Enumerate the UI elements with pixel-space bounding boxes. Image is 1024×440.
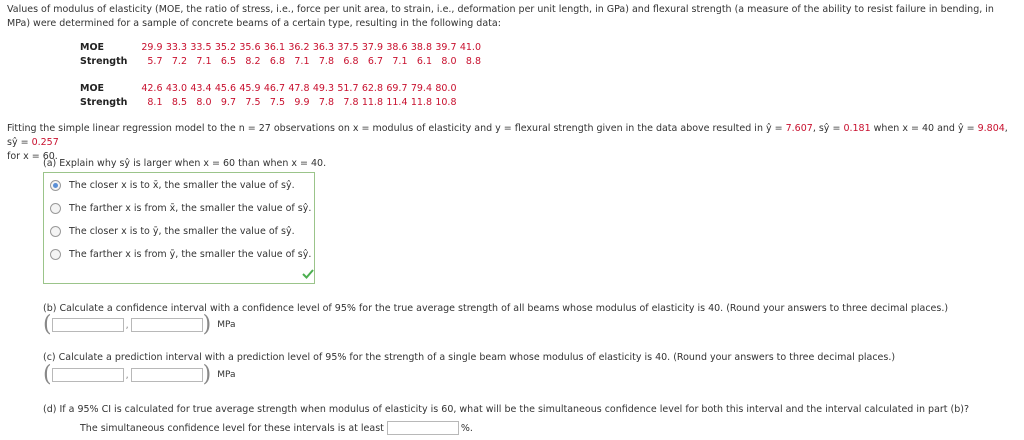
choice-option-1[interactable] bbox=[50, 177, 295, 193]
table-cell: 8.5 bbox=[171, 96, 187, 108]
upper-bound-input-b[interactable] bbox=[131, 318, 203, 332]
table-cell: 11.8 bbox=[361, 96, 383, 108]
table-cell: 6.8 bbox=[269, 55, 285, 67]
choice-label: The farther x is from x̄, the smaller the value of sŷ. bbox=[69, 202, 312, 214]
table-cell: 36.3 bbox=[312, 41, 334, 53]
table-cell: 33.5 bbox=[190, 41, 212, 53]
table-cell: 42.6 bbox=[141, 82, 163, 94]
fit-text: , sŷ = bbox=[7, 123, 1008, 148]
table-cell: 9.9 bbox=[294, 96, 310, 108]
table-cell: 5.7 bbox=[147, 55, 163, 67]
table-cell: 38.6 bbox=[386, 41, 408, 53]
table-cell: 41.0 bbox=[459, 41, 481, 53]
data-table-1 bbox=[80, 40, 481, 68]
table-row-strength bbox=[80, 54, 481, 68]
table-cell: 43.0 bbox=[165, 82, 187, 94]
row-label-moe: MOE bbox=[80, 82, 105, 94]
table-cell: 33.3 bbox=[165, 41, 187, 53]
choice-option-2[interactable] bbox=[50, 200, 311, 216]
table-cell: 8.1 bbox=[147, 96, 163, 108]
radio-selected-icon[interactable] bbox=[50, 180, 61, 191]
upper-bound-input-c[interactable] bbox=[131, 368, 203, 382]
lower-bound-input-c[interactable] bbox=[52, 368, 124, 382]
fit-text: for x = 60. bbox=[7, 151, 58, 162]
row-label-moe: MOE bbox=[80, 41, 105, 53]
fit-value: 0.181 bbox=[843, 123, 871, 134]
choice-label: The closer x is to ȳ, the smaller the value of sŷ. bbox=[69, 225, 295, 237]
table-cell: 38.8 bbox=[410, 41, 432, 53]
table-cell: 69.7 bbox=[386, 82, 408, 94]
table-cell: 7.1 bbox=[196, 55, 212, 67]
radio-icon[interactable] bbox=[50, 203, 61, 214]
table-cell: 8.0 bbox=[196, 96, 212, 108]
table-cell: 49.3 bbox=[312, 82, 334, 94]
interval-answer-c bbox=[43, 362, 236, 387]
table-cell: 11.4 bbox=[386, 96, 408, 108]
question-c: (c) Calculate a prediction interval with a prediction level of 95% for the strength of a single beam whose modulus of elasticity is 40. (Round your answers to three decimal places.) bbox=[43, 352, 896, 363]
confidence-level-input[interactable] bbox=[387, 421, 459, 435]
question-b: (b) Calculate a confidence interval with a confidence level of 95% for the true average strength of all beams whose modulus of elasticity is 40. (Round your answers to three decimal places.) bbox=[43, 303, 949, 314]
table-cell: 8.0 bbox=[441, 55, 457, 67]
radio-icon[interactable] bbox=[50, 249, 61, 260]
table-cell: 51.7 bbox=[337, 82, 359, 94]
open-paren: ( bbox=[43, 362, 52, 387]
close-paren: ) bbox=[202, 312, 212, 337]
choice-option-3[interactable] bbox=[50, 223, 295, 239]
table-cell: 47.8 bbox=[288, 82, 310, 94]
unit-label: MPa bbox=[217, 320, 236, 330]
fit-value: 9.804 bbox=[977, 123, 1005, 134]
row-label-strength: Strength bbox=[80, 55, 128, 67]
table-cell: 7.8 bbox=[318, 96, 334, 108]
fit-text: Fitting the simple linear regression model to the n = 27 observations on x = modulus of elasticity and y = flexural strength given in the data above resulted in ŷ = bbox=[7, 123, 786, 134]
table-cell: 8.8 bbox=[465, 55, 481, 67]
table-cell: 45.6 bbox=[214, 82, 236, 94]
table-row-moe bbox=[80, 40, 481, 54]
table-cell: 7.5 bbox=[245, 96, 261, 108]
table-cell: 43.4 bbox=[190, 82, 212, 94]
table-cell: 62.8 bbox=[361, 82, 383, 94]
table-cell: 7.2 bbox=[171, 55, 187, 67]
table-cell: 37.9 bbox=[361, 41, 383, 53]
table-cell: 46.7 bbox=[263, 82, 285, 94]
table-cell: 45.9 bbox=[239, 82, 261, 94]
data-table-2 bbox=[80, 81, 457, 109]
choice-option-4[interactable] bbox=[50, 246, 311, 262]
unit-label: MPa bbox=[217, 370, 236, 380]
answer-row-d bbox=[80, 421, 473, 435]
close-paren: ) bbox=[202, 362, 212, 387]
table-cell: 7.8 bbox=[343, 96, 359, 108]
table-cell: 7.8 bbox=[318, 55, 334, 67]
radio-icon[interactable] bbox=[50, 226, 61, 237]
table-cell: 79.4 bbox=[410, 82, 432, 94]
table-cell: 7.5 bbox=[269, 96, 285, 108]
table-cell: 80.0 bbox=[435, 82, 457, 94]
table-cell: 8.2 bbox=[245, 55, 261, 67]
problem-intro: Values of modulus of elasticity (MOE, the ratio of stress, i.e., force per unit area, to strain, i.e., deformation per unit length, in GPa) and flexural strength (a measure of the ability to resist failure in bending, in MPa) were determined for a sample of concrete beams of a certain type, resulting in the following data: bbox=[7, 4, 994, 29]
table-cell: 35.2 bbox=[214, 41, 236, 53]
table-cell: 35.6 bbox=[239, 41, 261, 53]
open-paren: ( bbox=[43, 312, 52, 337]
table-cell: 10.8 bbox=[435, 96, 457, 108]
unit-label: %. bbox=[460, 422, 473, 434]
fit-text: , sŷ = bbox=[812, 123, 844, 134]
choice-label: The closer x is to x̄, the smaller the value of sŷ. bbox=[69, 179, 295, 191]
row-label-strength: Strength bbox=[80, 96, 128, 108]
fit-value: 0.257 bbox=[31, 137, 59, 148]
lower-bound-input-b[interactable] bbox=[52, 318, 124, 332]
table-cell: 39.7 bbox=[435, 41, 457, 53]
fit-text: when x = 40 and ŷ = bbox=[870, 123, 978, 134]
table-cell: 11.8 bbox=[410, 96, 432, 108]
table-cell: 6.5 bbox=[220, 55, 236, 67]
table-cell: 9.7 bbox=[220, 96, 236, 108]
table-cell: 7.1 bbox=[392, 55, 408, 67]
answer-label-d: The simultaneous confidence level for these intervals is at least bbox=[80, 422, 384, 434]
table-cell: 36.2 bbox=[288, 41, 310, 53]
separator: , bbox=[125, 369, 129, 381]
table-cell: 6.8 bbox=[343, 55, 359, 67]
table-row-moe bbox=[80, 81, 457, 95]
table-cell: 7.1 bbox=[294, 55, 310, 67]
question-a: (a) Explain why sŷ is larger when x = 60 than when x = 40. bbox=[43, 158, 327, 169]
table-cell: 6.1 bbox=[416, 55, 432, 67]
table-cell: 6.7 bbox=[367, 55, 383, 67]
choice-label: The farther x is from ȳ, the smaller the value of sŷ. bbox=[69, 248, 312, 260]
interval-answer-b bbox=[43, 312, 236, 337]
correct-check-icon bbox=[302, 269, 314, 279]
table-cell: 37.5 bbox=[337, 41, 359, 53]
question-d: (d) If a 95% CI is calculated for true average strength when modulus of elasticity is 60, what will be the simultaneous confidence level for both this interval and the interval calculated in part (b)? bbox=[43, 404, 970, 415]
answer-choices-a bbox=[43, 172, 315, 284]
fit-value: 7.607 bbox=[785, 123, 813, 134]
table-row-strength bbox=[80, 95, 457, 109]
separator: , bbox=[125, 319, 129, 331]
table-cell: 29.9 bbox=[141, 41, 163, 53]
table-cell: 36.1 bbox=[263, 41, 285, 53]
